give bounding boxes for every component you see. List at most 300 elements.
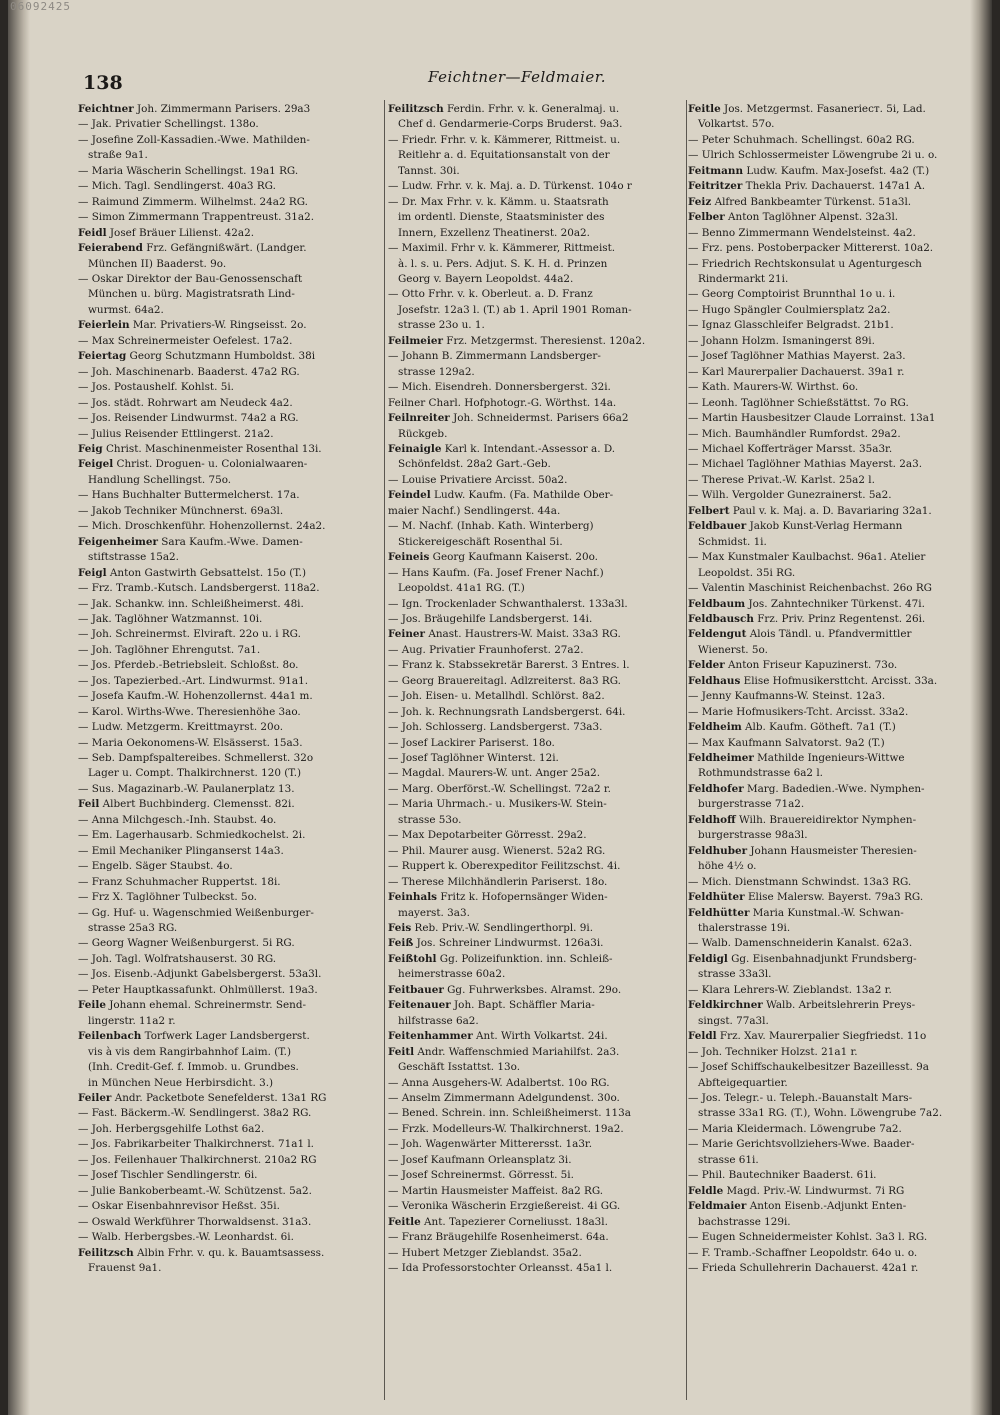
- directory-entry-head: [688, 210, 978, 225]
- surname: Feiz: [688, 195, 712, 208]
- directory-entry-head: [388, 936, 688, 951]
- directory-entry-head: [688, 1184, 978, 1199]
- directory-entry-head: [388, 1045, 688, 1060]
- directory-entry-continuation: in München Neue Herbirsdicht. 3.): [88, 1076, 274, 1089]
- directory-entry-continuation: Stickereigeschäft Rosenthal 5i.: [398, 535, 563, 548]
- directory-entry: — Josef Taglöhner Mathias Mayerst. 2a3.: [688, 350, 906, 363]
- surname: Feilnreiter: [388, 412, 450, 425]
- entry-details: Reb. Priv.-W. Sendlingerthorpl. 9i.: [411, 922, 594, 935]
- page-number: 138: [83, 72, 123, 94]
- entry-details: Andr. Packetbote Senefelderst. 13a1 RG: [111, 1092, 327, 1104]
- directory-entry: — Johann Holzm. Ismaningerst 89i.: [688, 334, 875, 347]
- directory-entry: — Louise Privatiere Arcisst. 50a2.: [388, 473, 568, 486]
- directory-column-1: [78, 102, 383, 1392]
- directory-entry: — Georg Comptoirist Brunnthal 1o u. i.: [688, 288, 896, 301]
- directory-entry: — Jos. Postaushelf. Kohlst. 5i.: [78, 381, 234, 394]
- directory-entry-continuation: singst. 77a3l.: [698, 1014, 769, 1027]
- directory-entry-head: [78, 566, 383, 581]
- directory-entry: — Jos. Fabrikarbeiter Thalkirchnerst. 71a1 l.: [78, 1138, 314, 1151]
- directory-entry: — Friedr. Frhr. v. k. Kämmerer, Rittmeist. u.: [388, 133, 621, 146]
- directory-entry: maier Nachf.) Sendlingerst. 44a.: [388, 504, 561, 517]
- directory-entry: — Johann B. Zimmermann Landsberger-: [388, 350, 601, 363]
- directory-entry: — Michael Taglöhner Mathias Mayerst. 2a3.: [688, 458, 922, 471]
- directory-entry-continuation: mayerst. 3a3.: [398, 906, 470, 919]
- directory-entry: — Josef Taglöhner Winterst. 12i.: [388, 752, 559, 765]
- directory-entry: — Aug. Privatier Fraunhoferst. 27a2.: [388, 643, 584, 656]
- directory-entry-head: [388, 921, 688, 936]
- entry-details: Elise Malersw. Bayerst. 79a3 RG.: [744, 891, 924, 904]
- entry-details: Alfred Bankbeamter Türkenst. 51a3l.: [711, 195, 912, 208]
- entry-details: Karl k. Intendant.-Assessor a. D.: [441, 442, 616, 455]
- directory-entry-continuation: Innern, Exzellenz Theatinerst. 20a2.: [398, 226, 590, 239]
- entry-details: Christ. Maschinenmeister Rosenthal 13i.: [102, 442, 322, 455]
- entry-details: Gg. Eisenbahnadjunkt Frundsberg-: [727, 952, 917, 965]
- directory-entry-continuation: Georg v. Bayern Leopoldst. 44a2.: [398, 272, 574, 285]
- directory-entry: — Anna Ausgehers-W. Adalbertst. 10o RG.: [388, 1076, 610, 1089]
- directory-entry-head: [78, 535, 383, 550]
- surname: Feitle: [688, 103, 721, 115]
- directory-entry-continuation: Wienerst. 5o.: [698, 643, 768, 656]
- directory-entry: — Franz k. Stabssekretär Barerst. 3 Entres. l.: [388, 659, 630, 672]
- entry-details: Gg. Polizeifunktion. inn. Schleiß-: [436, 952, 613, 965]
- directory-entry: — Maximil. Frhr v. k. Kämmerer, Rittmeist.: [388, 242, 616, 255]
- directory-entry-head: [78, 998, 383, 1013]
- surname: Feldbausch: [688, 612, 754, 625]
- surname: Felber: [688, 211, 725, 224]
- directory-entry-continuation: im ordentl. Dienste, Staatsminister des: [398, 211, 605, 224]
- surname: Feldheimer: [688, 752, 754, 765]
- directory-column-3: [688, 102, 978, 1392]
- surname: Feinhals: [388, 891, 438, 904]
- directory-entry-continuation: Lager u. Compt. Thalkirchnerst. 120 (T.): [88, 767, 302, 780]
- entry-details: Elise Hofmusikersttcht. Arcisst. 33a.: [740, 674, 938, 687]
- directory-entry: — Joh. Wagenwärter Mitterersst. 1a3r.: [388, 1138, 593, 1151]
- directory-entry-continuation: strasse 33a3l.: [698, 968, 772, 981]
- surname: Felbert: [688, 504, 730, 517]
- surname: Feitle: [388, 1215, 421, 1228]
- directory-entry: — M. Nachf. (Inhab. Kath. Winterberg): [388, 520, 594, 533]
- surname: Feilitzsch: [388, 103, 444, 115]
- directory-entry-head: [688, 906, 978, 921]
- directory-entry: — Jos. städt. Rohrwart am Neudeck 4a2.: [78, 396, 293, 409]
- surname: Feierlein: [78, 319, 130, 332]
- surname: Feldengut: [688, 628, 747, 641]
- surname: Feitl: [388, 1045, 415, 1058]
- directory-entry-head: [78, 1091, 383, 1106]
- entry-details: Albin Frhr. v. qu. k. Bauamtsassess.: [133, 1246, 325, 1259]
- directory-entry: — Jak. Taglöhner Watzmannst. 10i.: [78, 612, 263, 625]
- scan-id: 06092425: [10, 0, 71, 13]
- directory-entry: — Bened. Schrein. inn. Schleißheimerst. 113a: [388, 1107, 631, 1120]
- surname: Felder: [688, 659, 725, 672]
- surname: Feißtohl: [388, 952, 437, 965]
- directory-entry-continuation: strasse 25a3 RG.: [88, 922, 178, 935]
- entry-details: Walb. Arbeitslehrerin Preys-: [762, 999, 916, 1012]
- surname: Feitbauer: [388, 983, 444, 996]
- directory-entry-continuation: strasse 23o u. 1.: [398, 319, 485, 332]
- directory-entry: — Hugo Spängler Coulmiersplatz 2a2.: [688, 303, 891, 316]
- directory-entry-head: [688, 782, 978, 797]
- directory-entry: — Oskar Direktor der Bau-Genossenschaft: [78, 272, 303, 285]
- entry-details: Anast. Haustrers-W. Maist. 33a3 RG.: [425, 628, 621, 641]
- directory-entry-continuation: wurmst. 64a2.: [88, 303, 164, 316]
- entry-details: Paul v. k. Maj. a. D. Bavariaring 32a1.: [729, 504, 932, 517]
- directory-entry: — Max Depotarbeiter Görresst. 29a2.: [388, 829, 587, 842]
- directory-entry: — Max Kaufmann Salvatorst. 9a2 (T.): [688, 736, 885, 749]
- directory-entry-head: [388, 1029, 688, 1044]
- directory-entry: — Jos. Reisender Lindwurmst. 74a2 a RG.: [78, 412, 299, 425]
- directory-entry-continuation: Volkartst. 57o.: [698, 118, 775, 131]
- directory-entry: — Martin Hausbesitzer Claude Lorrainst. 13a1: [688, 412, 936, 425]
- directory-entry-head: [78, 442, 383, 457]
- entry-details: Albert Buchbinderg. Clemensst. 82i.: [99, 798, 295, 811]
- directory-entry-continuation: Leopoldst. 35i RG.: [698, 566, 796, 579]
- directory-entry: — Joh. Maschinenarb. Baaderst. 47a2 RG.: [78, 365, 300, 378]
- directory-entry: — Julie Bankoberbeamt.-W. Schützenst. 5a2.: [78, 1184, 312, 1197]
- directory-entry-continuation: München u. bürg. Magistratsrath Lind-: [88, 288, 295, 301]
- directory-entry: — Frz X. Taglöhner Tulbeckst. 5o.: [78, 891, 257, 904]
- surname: Feitenauer: [388, 999, 451, 1012]
- surname: Feierabend: [78, 242, 143, 255]
- directory-entry-head: [388, 998, 688, 1013]
- directory-entry-head: [388, 983, 688, 998]
- surname: Feldheim: [688, 721, 742, 734]
- entry-details: Johann Hausmeister Theresien-: [747, 844, 917, 857]
- entry-details: Georg Schutzmann Humboldst. 38i: [126, 350, 316, 363]
- entry-details: Jakob Kunst-Verlag Hermann: [746, 520, 903, 533]
- directory-entry: — Kath. Maurers-W. Wirthst. 6o.: [688, 381, 859, 394]
- directory-entry: — Anna Milchgesch.-Inh. Staubst. 4o.: [78, 813, 277, 826]
- directory-entry-continuation: Schönfeldst. 28a2 Gart.-Geb.: [398, 458, 551, 471]
- directory-entry: — Eugen Schneidermeister Kohlst. 3a3 l. RG.: [688, 1231, 928, 1244]
- directory-entry: Feilner Charl. Hofphotogr.-G. Wörthst. 14a.: [388, 396, 617, 409]
- directory-entry: — Sus. Magazinarb.-W. Paulanerplatz 13.: [78, 782, 295, 795]
- directory-entry-head: [388, 1215, 688, 1230]
- surname: Feil: [78, 798, 100, 811]
- entry-details: Frz. Metzgermst. Theresienst. 120a2.: [442, 334, 646, 347]
- directory-entry: — Hans Buchhalter Buttermelcherst. 17a.: [78, 489, 300, 502]
- directory-entry-continuation: Leopoldst. 41a1 RG. (T.): [398, 582, 525, 595]
- surname: Feilenbach: [78, 1030, 142, 1043]
- directory-entry: — Em. Lagerhausarb. Schmiedkochelst. 2i.: [78, 829, 306, 842]
- directory-entry-continuation: Rindermarkt 21i.: [698, 272, 789, 285]
- directory-entry-continuation: München II) Baaderst. 9o.: [88, 257, 227, 270]
- directory-entry: — Mich. Baumhändler Rumfordst. 29a2.: [688, 427, 901, 440]
- entry-details: Ant. Tapezierer Corneliusst. 18a3l.: [420, 1215, 608, 1228]
- directory-entry: — Marie Gerichtsvollziehers-Wwe. Baader-: [688, 1138, 915, 1151]
- directory-entry-continuation: Geschäft Isstattst. 13o.: [398, 1061, 521, 1074]
- directory-entry-head: [388, 411, 688, 426]
- directory-entry: — Maria Uhrmach.- u. Musikers-W. Stein-: [388, 798, 607, 811]
- directory-entry-continuation: Rückgeb.: [398, 427, 448, 440]
- directory-entry: — F. Tramb.-Schaffner Leopoldstr. 64o u. o.: [688, 1246, 918, 1259]
- entry-details: Magd. Priv.-W. Lindwurmst. 7i RG: [723, 1184, 905, 1197]
- directory-entry: — Georg Brauereitagl. Adlzreiterst. 8a3 RG.: [388, 674, 621, 687]
- surname: Feilmeier: [388, 334, 443, 347]
- directory-entry: — Frieda Schullehrerin Dachauerst. 42a1 r.: [688, 1261, 919, 1274]
- directory-entry: — Franz Schuhmacher Ruppertst. 18i.: [78, 875, 281, 888]
- directory-entry: — Joh. Tagl. Wolfratshauserst. 30 RG.: [78, 952, 277, 965]
- surname: Feldmaier: [688, 1200, 747, 1213]
- entry-details: Wilh. Brauereidirektor Nymphen-: [735, 813, 917, 826]
- surname: Feig: [78, 442, 103, 455]
- directory-entry-head: [688, 195, 978, 210]
- entry-details: Andr. Waffenschmied Mariahilfst. 2a3.: [414, 1045, 620, 1058]
- surname: Feitmann: [688, 164, 744, 177]
- directory-entry: — Josef Schiffschaukelbesitzer Bazeillesst. 9a: [688, 1061, 929, 1074]
- surname: Feindel: [388, 489, 431, 502]
- entry-details: Frz. Priv. Prinz Regentenst. 26i.: [753, 612, 926, 625]
- entry-details: Fritz k. Hofopernsänger Widen-: [437, 891, 608, 904]
- directory-entry-head: [388, 102, 688, 117]
- directory-entry: — Josef Lackirer Pariserst. 18o.: [388, 736, 555, 749]
- directory-entry: — Frz. pens. Postoberpacker Mittererst. 10a2.: [688, 242, 934, 255]
- entry-details: Ludw. Kaufm. Max-Josefst. 4a2 (T.): [743, 164, 930, 177]
- directory-entry-continuation: Reitlehr a. d. Equitationsanstalt von der: [398, 149, 610, 162]
- directory-entry: — Jos. Pferdeb.-Betriebsleit. Schloßst. 8o.: [78, 659, 299, 672]
- directory-entry-head: [688, 597, 978, 612]
- directory-entry: — Julius Reisender Ettlingerst. 21a2.: [78, 427, 274, 440]
- directory-entry: — Otto Frhr. v. k. Oberleut. a. D. Franz: [388, 288, 593, 301]
- directory-entry-head: [688, 720, 978, 735]
- directory-entry: — Max Kunstmaler Kaulbachst. 96a1. Atelier: [688, 551, 926, 564]
- directory-entry-head: [78, 318, 383, 333]
- directory-entry-continuation: vis à vis dem Rangirbahnhof Laim. (T.): [88, 1045, 292, 1058]
- directory-page: [8, 0, 992, 1415]
- directory-entry: — Marie Hofmusikers-Tcht. Arcisst. 33a2.: [688, 705, 909, 718]
- entry-details: Alb. Kaufm. Götheft. 7a1 (T.): [741, 721, 896, 734]
- entry-details: Frz. Xav. Maurerpalier Siegfriedst. 11o: [716, 1030, 927, 1043]
- directory-entry: — Mich. Dienstmann Schwindst. 13a3 RG.: [688, 875, 912, 888]
- directory-entry: — Ign. Trockenlader Schwanthalerst. 133a3l.: [388, 597, 628, 610]
- entry-details: Anton Friseur Kapuzinerst. 73o.: [724, 659, 898, 672]
- directory-entry-continuation: burgerstrasse 71a2.: [698, 798, 805, 811]
- directory-entry-continuation: heimerstrasse 60a2.: [398, 968, 506, 981]
- directory-entry: — Anselm Zimmermann Adelgundenst. 30o.: [388, 1092, 620, 1104]
- directory-entry: — Leonh. Taglöhner Schießstättst. 7o RG.: [688, 396, 909, 409]
- entry-details: Marg. Badedien.-Wwe. Nymphen-: [743, 782, 925, 795]
- directory-entry: — Frz. Tramb.-Kutsch. Landsbergerst. 118a2.: [78, 582, 320, 595]
- directory-entry: — Therese Privat.-W. Karlst. 25a2 l.: [688, 473, 875, 486]
- directory-entry: — Karl Maurerpalier Dachauerst. 39a1 r.: [688, 365, 905, 378]
- directory-entry-continuation: Chef d. Gendarmerie-Corps Bruderst. 9a3.: [398, 118, 623, 131]
- directory-entry-head: [388, 334, 688, 349]
- entry-details: Frz. Gefängnißwärt. (Landger.: [142, 242, 307, 255]
- directory-entry-head: [388, 952, 688, 967]
- directory-entry-head: [78, 1246, 383, 1261]
- entry-details: Anton Gastwirth Gebsattelst. 15o (T.): [106, 566, 307, 579]
- surname: Feigenheimer: [78, 535, 158, 548]
- entry-details: Joh. Zimmermann Parisers. 29a3: [133, 103, 311, 115]
- entry-details: Mar. Privatiers-W. Ringseisst. 2o.: [129, 319, 307, 332]
- directory-entry-continuation: strasse 61i.: [698, 1153, 759, 1166]
- entry-details: Anton Taglöhner Alpenst. 32a3l.: [724, 211, 899, 224]
- surname: Feigl: [78, 566, 107, 579]
- directory-entry: — Seb. Dampfspaltereibes. Schmellerst. 32o: [78, 752, 314, 765]
- directory-entry: — Joh. Eisen- u. Metallhdl. Schlörst. 8a2.: [388, 690, 605, 703]
- surname: Feldl: [688, 1030, 717, 1043]
- directory-entry-head: [688, 674, 978, 689]
- directory-entry-head: [388, 627, 688, 642]
- directory-entry-continuation: lingerstr. 11a2 r.: [88, 1014, 176, 1027]
- directory-entry-continuation: thalerstrasse 19i.: [698, 922, 791, 935]
- directory-entry-continuation: Abfteigequartier.: [698, 1076, 788, 1089]
- directory-entry: — Gg. Huf- u. Wagenschmied Weißenburger-: [78, 906, 314, 919]
- directory-entry-head: [78, 797, 383, 812]
- directory-entry: — Hubert Metzger Zieblandst. 35a2.: [388, 1246, 582, 1259]
- directory-entry-continuation: strasse 129a2.: [398, 365, 475, 378]
- directory-entry-head: [688, 612, 978, 627]
- directory-entry: — Karol. Wirths-Wwe. Theresienhöhe 3ao.: [78, 705, 301, 718]
- directory-entry: — Josefine Zoll-Kassadien.-Wwe. Mathilden-: [78, 133, 310, 146]
- surname: Feilitzsch: [78, 1246, 134, 1259]
- directory-entry: — Marg. Oberförst.-W. Schellingst. 72a2 r.: [388, 782, 611, 795]
- directory-entry: — Ludw. Frhr. v. k. Maj. a. D. Türkenst. 104o r: [388, 180, 632, 193]
- surname: Feldhoff: [688, 813, 736, 826]
- directory-entry-head: [688, 164, 978, 179]
- directory-entry-head: [688, 751, 978, 766]
- entry-details: Alois Tändl. u. Pfandvermittler: [746, 628, 912, 641]
- surname: Feigel: [78, 458, 114, 471]
- entry-details: Jos. Schreiner Lindwurmst. 126a3i.: [413, 937, 604, 950]
- entry-details: Jos. Metzgermst. Fasanerieст. 5i, Lad.: [720, 103, 926, 115]
- surname: Feldhüter: [688, 891, 745, 904]
- surname: Feinaigle: [388, 442, 442, 455]
- directory-entry-continuation: Handlung Schellingst. 75o.: [88, 473, 232, 486]
- running-head: Feichtner—Feldmaier.: [428, 68, 607, 86]
- directory-entry: — Benno Zimmermann Wendelsteinst. 4a2.: [688, 226, 916, 239]
- entry-details: Georg Kaufmann Kaiserst. 20o.: [429, 551, 598, 564]
- directory-entry-head: [388, 550, 688, 565]
- surname: Feldhofer: [688, 782, 744, 795]
- directory-entry-continuation: (Inh. Credit-Gef. f. Immob. u. Grundbes.: [88, 1061, 299, 1074]
- entry-details: Joh. Schneidermst. Parisers 66a2: [449, 412, 629, 425]
- directory-entry: — Franz Bräugehilfe Rosenheimerst. 64a.: [388, 1231, 609, 1244]
- directory-entry: — Oswald Werkführer Thorwaldsenst. 31a3.: [78, 1215, 312, 1228]
- directory-entry: — Joh. k. Rechnungsrath Landsbergerst. 64i.: [388, 705, 626, 718]
- directory-entry-head: [78, 241, 383, 256]
- directory-entry-continuation: Josefstr. 12a3 l. (T.) ab 1. April 1901 Roman-: [398, 303, 632, 316]
- directory-entry: — Joh. Schlosserg. Landsbergerst. 73a3.: [388, 721, 603, 734]
- directory-entry-head: [688, 890, 978, 905]
- entry-details: Anton Eisenb.-Adjunkt Enten-: [746, 1200, 907, 1213]
- entry-details: Ferdin. Frhr. v. k. Generalmaj. u.: [443, 103, 620, 115]
- directory-entry: — Mich. Droschkenführ. Hohenzollernst. 24a2.: [78, 520, 326, 533]
- directory-entry-continuation: strasse 53o.: [398, 813, 462, 826]
- directory-entry-head: [688, 844, 978, 859]
- directory-entry-head: [388, 488, 688, 503]
- directory-entry: — Magdal. Maurers-W. unt. Anger 25a2.: [388, 767, 601, 780]
- directory-entry: — Max Schreinermeister Oefelest. 17a2.: [78, 334, 293, 347]
- directory-entry: — Therese Milchhändlerin Pariserst. 18o.: [388, 875, 608, 888]
- directory-entry: — Engelb. Säger Staubst. 4o.: [78, 860, 233, 873]
- directory-entry: — Phil. Bautechniker Baaderst. 61i.: [688, 1169, 877, 1182]
- directory-entry: — Jos. Bräugehilfe Landsbergerst. 14i.: [388, 612, 593, 625]
- directory-entry: — Peter Hauptkassafunkt. Ohlmüllerst. 19a3.: [78, 983, 318, 996]
- directory-entry-continuation: burgerstrasse 98a3l.: [698, 829, 808, 842]
- entry-details: Ludw. Kaufm. (Fa. Mathilde Ober-: [430, 489, 614, 502]
- directory-entry: — Jos. Feilenhauer Thalkirchnerst. 210a2 RG: [78, 1153, 317, 1166]
- directory-entry-head: [688, 952, 978, 967]
- directory-entry: — Dr. Max Frhr. v. k. Kämm. u. Staatsrath: [388, 195, 609, 208]
- surname: Feldbauer: [688, 520, 747, 533]
- surname: Feichtner: [78, 103, 134, 115]
- directory-entry-head: [688, 813, 978, 828]
- directory-entry: — Maria Wäscherin Schellingst. 19a1 RG.: [78, 164, 299, 177]
- directory-entry: — Valentin Maschinist Reichenbachst. 26o RG: [688, 582, 932, 595]
- directory-entry: — Walb. Herbergsbes.-W. Leonhardst. 6i.: [78, 1231, 294, 1244]
- entry-details: Torfwerk Lager Landsbergerst.: [141, 1030, 310, 1043]
- directory-entry-head: [688, 998, 978, 1013]
- directory-entry: — Josef Kaufmann Orleansplatz 3i.: [388, 1153, 572, 1166]
- directory-entry-continuation: hilfstrasse 6a2.: [398, 1014, 479, 1027]
- surname: Feitenhammer: [388, 1030, 473, 1043]
- surname: Feldbaum: [688, 597, 746, 610]
- entry-details: Maria Kunstmal.-W. Schwan-: [749, 906, 904, 919]
- directory-entry: — Jos. Tapezierbed.-Art. Lindwurmst. 91a1.: [78, 674, 309, 687]
- directory-entry-continuation: straße 9a1.: [88, 149, 148, 162]
- directory-entry-continuation: stiftstrasse 15a2.: [88, 551, 179, 564]
- surname: Feldhuber: [688, 844, 748, 857]
- directory-entry-head: [688, 504, 978, 519]
- directory-entry-head: [388, 890, 688, 905]
- entry-details: Gg. Fuhrwerksbes. Alramst. 29o.: [443, 983, 622, 996]
- entry-details: Johann ehemal. Schreinermstr. Send-: [105, 999, 306, 1012]
- entry-details: Thekla Priv. Dachauerst. 147a1 A.: [742, 180, 925, 193]
- entry-details: Sara Kaufm.-Wwe. Damen-: [158, 535, 303, 548]
- directory-entry: — Wilh. Vergolder Gunezrainerst. 5a2.: [688, 489, 892, 502]
- directory-entry: — Mich. Tagl. Sendlingerst. 40a3 RG.: [78, 180, 276, 193]
- surname: Feis: [388, 922, 412, 935]
- directory-entry-continuation: bachstrasse 129i.: [698, 1215, 791, 1228]
- directory-entry-continuation: Schmidst. 1i.: [698, 535, 767, 548]
- directory-entry-head: [688, 179, 978, 194]
- directory-entry: — Jak. Privatier Schellingst. 138o.: [78, 118, 259, 131]
- directory-entry: — Mich. Eisendreh. Donnersbergerst. 32i.: [388, 381, 611, 394]
- surname: Feiertag: [78, 350, 127, 363]
- directory-entry-head: [78, 102, 383, 117]
- directory-entry-continuation: à. l. s. u. Pers. Adjut. S. K. H. d. Prinzen: [398, 257, 608, 270]
- directory-entry: — Joh. Schreinermst. Elviraft. 22o u. i RG.: [78, 628, 301, 641]
- page-left-edge: [8, 0, 30, 1415]
- directory-entry: — Joh. Taglöhner Ehrengutst. 7a1.: [78, 643, 261, 656]
- directory-entry: — Joh. Techniker Holzst. 21a1 r.: [688, 1045, 858, 1058]
- surname: Feitritzer: [688, 180, 743, 193]
- directory-entry: — Friedrich Rechtskonsulat u Agenturgesch: [688, 257, 922, 270]
- entry-details: Jos. Zahntechniker Türkenst. 47i.: [745, 597, 925, 610]
- surname: Feldkirchner: [688, 999, 763, 1012]
- directory-entry: — Jos. Telegr.- u. Teleph.-Bauanstalt Mars-: [688, 1092, 913, 1104]
- directory-entry: — Raimund Zimmerm. Wilhelmst. 24a2 RG.: [78, 195, 308, 208]
- directory-entry: — Fast. Bäckerm.-W. Sendlingerst. 38a2 RG.: [78, 1107, 312, 1120]
- directory-entry: — Ruppert k. Oberexpeditor Feilitzschst. 4i.: [388, 860, 621, 873]
- entry-details: Mathilde Ingenieurs-Wittwe: [753, 752, 905, 765]
- directory-entry-continuation: Tannst. 30i.: [398, 164, 460, 177]
- directory-entry: — Georg Wagner Weißenburgerst. 5i RG.: [78, 937, 295, 950]
- directory-entry: — Emil Mechaniker Plinganserst 14a3.: [78, 844, 284, 857]
- directory-entry: — Jenny Kaufmanns-W. Steinst. 12a3.: [688, 690, 886, 703]
- directory-entry: — Josefa Kaufm.-W. Hohenzollernst. 44a1 m.: [78, 690, 313, 703]
- directory-entry: — Ignaz Glasschleifer Belgradst. 21b1.: [688, 319, 894, 332]
- directory-entry: — Klara Lehrers-W. Zieblandst. 13a2 r.: [688, 983, 892, 996]
- directory-entry: — Peter Schuhmach. Schellingst. 60a2 RG.: [688, 133, 915, 146]
- directory-entry: — Ulrich Schlossermeister Löwengrube 2i u. o.: [688, 149, 938, 162]
- directory-column-2: [388, 102, 688, 1392]
- directory-entry-head: [78, 457, 383, 472]
- surname: Feldhütter: [688, 906, 750, 919]
- directory-entry: — Josef Tischler Sendlingerstr. 6i.: [78, 1169, 258, 1182]
- surname: Feldle: [688, 1184, 724, 1197]
